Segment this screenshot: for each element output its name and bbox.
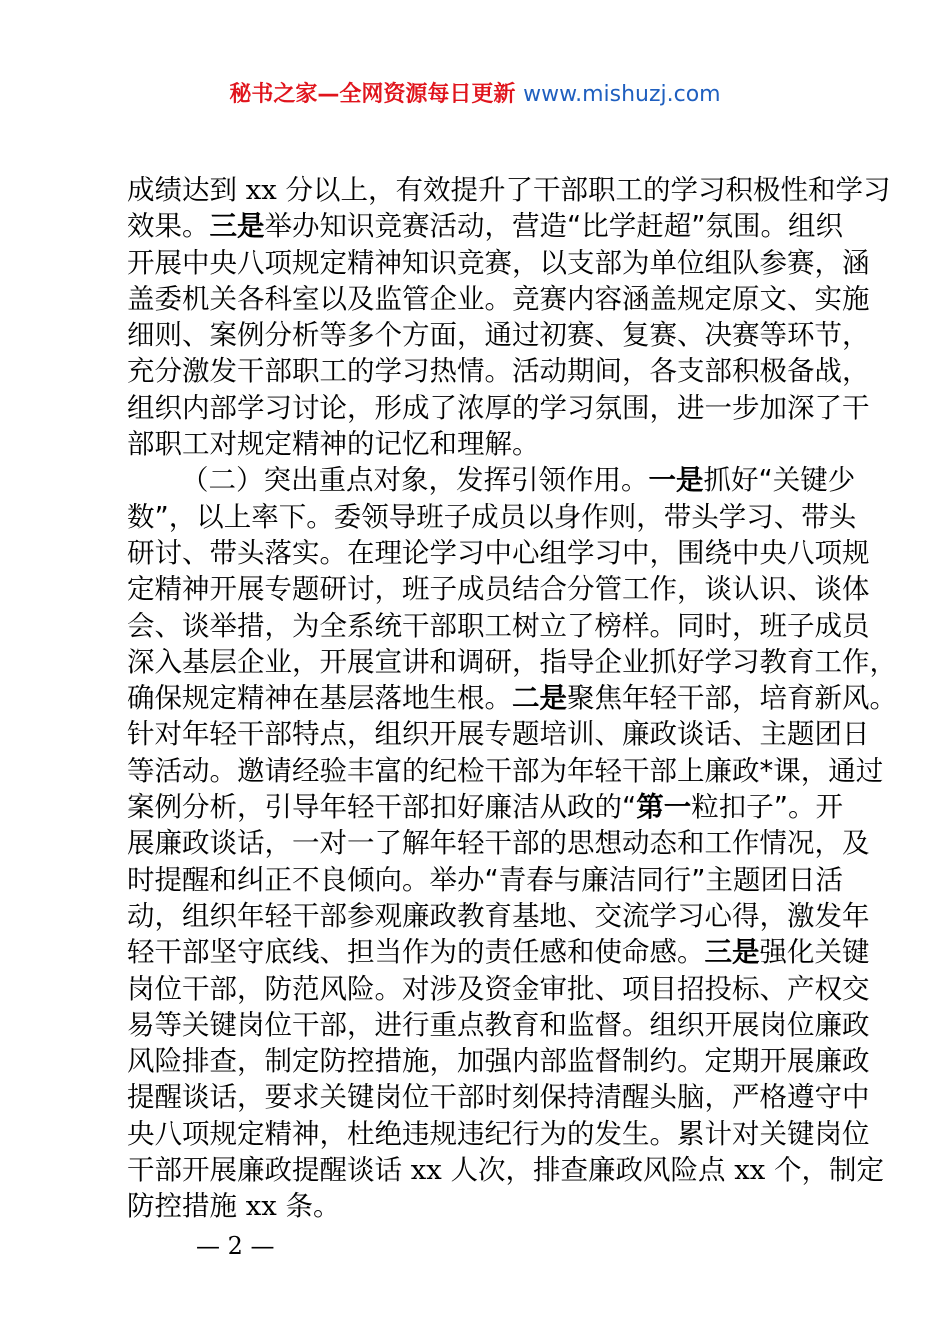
line-segment: 组织内部学习讨论，形成了浓厚的学习氛围，进一步加深了干	[127, 391, 870, 424]
text-line	[127, 426, 837, 462]
line-segment: 针对年轻干部特点，组织开展专题培训、廉政谈话、主题团日	[127, 718, 870, 751]
page-number: — 2 —	[196, 1232, 275, 1260]
line-segment: 干部开展廉政提醒谈话	[127, 1154, 411, 1187]
text-line	[127, 499, 857, 535]
text-line	[127, 825, 870, 861]
line-segment: 确保规定精神在基层落地生根。	[127, 682, 512, 715]
line-segment: 举办知识竞赛活动，营造“比学赶超”氛围。组织	[264, 210, 843, 243]
line-segment: 案例分析，引导年轻干部扣好廉洁从政的“	[127, 791, 637, 824]
text-line	[127, 716, 870, 752]
line-segment: 提醒谈话，要求关键岗位干部时刻保持清醒头脑，严格遵守中	[127, 1081, 870, 1114]
line-segment: （二）突出重点对象，发挥引领作用。	[181, 464, 649, 497]
line-segment: 央八项规定精神，杜绝违规违纪行为的发生。累计对关键岗位	[127, 1117, 870, 1150]
text-line	[127, 862, 843, 898]
emphasis-text: 第一	[636, 791, 692, 824]
line-segment: 成绩达到	[127, 174, 246, 206]
text-line	[127, 898, 870, 934]
text-line	[127, 208, 843, 244]
line-segment: 研讨、带头落实。在理论学习中心组学习中，围绕中央八项规	[127, 536, 870, 569]
line-segment: xx	[410, 1154, 442, 1187]
document-body	[127, 172, 897, 1225]
text-line	[127, 1116, 870, 1152]
line-segment: 时提醒和纠正不良倾向。举办“青春与廉洁同行”主题团日活	[127, 863, 843, 896]
text-line	[127, 971, 870, 1007]
line-segment: 部职工对规定精神的记忆和理解。	[127, 428, 540, 461]
text-line	[127, 245, 870, 281]
text-line	[127, 789, 843, 825]
line-segment: 聚焦年轻干部，培育新风。	[567, 682, 897, 715]
line-segment: 抓好“关键少	[703, 464, 856, 497]
line-segment: 开展中央八项规定精神知识竞赛，以支部为单位组队参赛，涵	[127, 246, 870, 279]
text-line	[127, 353, 870, 389]
line-segment: xx	[245, 174, 277, 206]
emphasis-text: 一是	[648, 464, 704, 497]
line-segment: 分以上，有效提升了干部职工的学习积极性和学习	[276, 174, 891, 206]
text-line	[127, 1043, 870, 1079]
line-segment: 定精神开展专题研讨，班子成员结合分管工作，谈认识、谈体	[127, 573, 870, 606]
text-line	[127, 535, 870, 571]
line-segment: 防控措施	[127, 1190, 246, 1223]
text-line	[127, 1007, 870, 1043]
text-line	[127, 1152, 885, 1188]
line-segment: 易等关键岗位干部，进行重点教育和监督。组织开展岗位廉政	[127, 1008, 870, 1041]
brand-name: 秘书之家	[229, 82, 318, 107]
line-segment: 条。	[276, 1190, 341, 1223]
line-segment: xx	[734, 1154, 766, 1187]
line-segment: 风险排查，制定防控措施，加强内部监督制约。定期开展廉政	[127, 1045, 870, 1078]
line-segment: 细则、案例分析等多个方面，通过初赛、复赛、决赛等环节，	[127, 319, 870, 352]
line-segment: 等活动。邀请经验丰富的纪检干部为年轻干部上廉政*课，通过	[127, 754, 884, 787]
text-line	[127, 390, 870, 426]
site-header	[0, 80, 950, 110]
line-segment: 展廉政谈话，一对一了解年轻干部的思想动态和工作情况，及	[127, 827, 870, 860]
text-line	[127, 753, 884, 789]
text-line	[127, 1188, 837, 1224]
site-url[interactable]: www.mishuzj.com	[523, 82, 721, 107]
text-line	[127, 317, 870, 353]
line-segment: 岗位干部，防范风险。对涉及资金审批、项目招投标、产权交	[127, 972, 870, 1005]
line-segment: xx	[245, 1190, 277, 1223]
header-slogan: —全网资源每日更新	[317, 82, 516, 107]
text-line	[127, 172, 891, 208]
text-line	[127, 934, 870, 970]
line-segment: 强化关键	[759, 936, 870, 969]
line-segment: 人次，排查廉政风险点	[441, 1154, 735, 1187]
emphasis-text: 三是	[704, 936, 760, 969]
line-segment: 效果。	[127, 210, 210, 243]
emphasis-text: 二是	[512, 682, 567, 715]
line-segment: 轻干部坚守底线、担当作为的责任感和使命感。	[127, 936, 705, 969]
line-segment: 深入基层企业，开展宣讲和调研，指导企业抓好学习教育工作，	[127, 645, 897, 678]
text-line	[127, 644, 897, 680]
emphasis-text: 三是	[209, 210, 265, 243]
line-segment: 盖委机关各科室以及监管企业。竞赛内容涵盖规定原文、实施	[127, 282, 870, 315]
line-segment: 充分激发干部职工的学习热情。活动期间，各支部积极备战，	[127, 355, 870, 388]
text-line	[127, 281, 870, 317]
text-line	[127, 608, 870, 644]
line-segment: 数”，以上率下。委领导班子成员以身作则，带头学习、带头	[127, 500, 857, 533]
text-line	[127, 1079, 870, 1115]
line-segment: 个，制定	[765, 1154, 885, 1187]
line-segment: 会、谈举措，为全系统干部职工树立了榜样。同时，班子成员	[127, 609, 870, 642]
line-segment: 粒扣子”。开	[691, 791, 843, 824]
text-line	[127, 571, 870, 607]
line-segment: 动，组织年轻干部参观廉政教育基地、交流学习心得，激发年	[127, 899, 870, 932]
text-line	[127, 680, 897, 716]
text-line	[127, 462, 856, 498]
